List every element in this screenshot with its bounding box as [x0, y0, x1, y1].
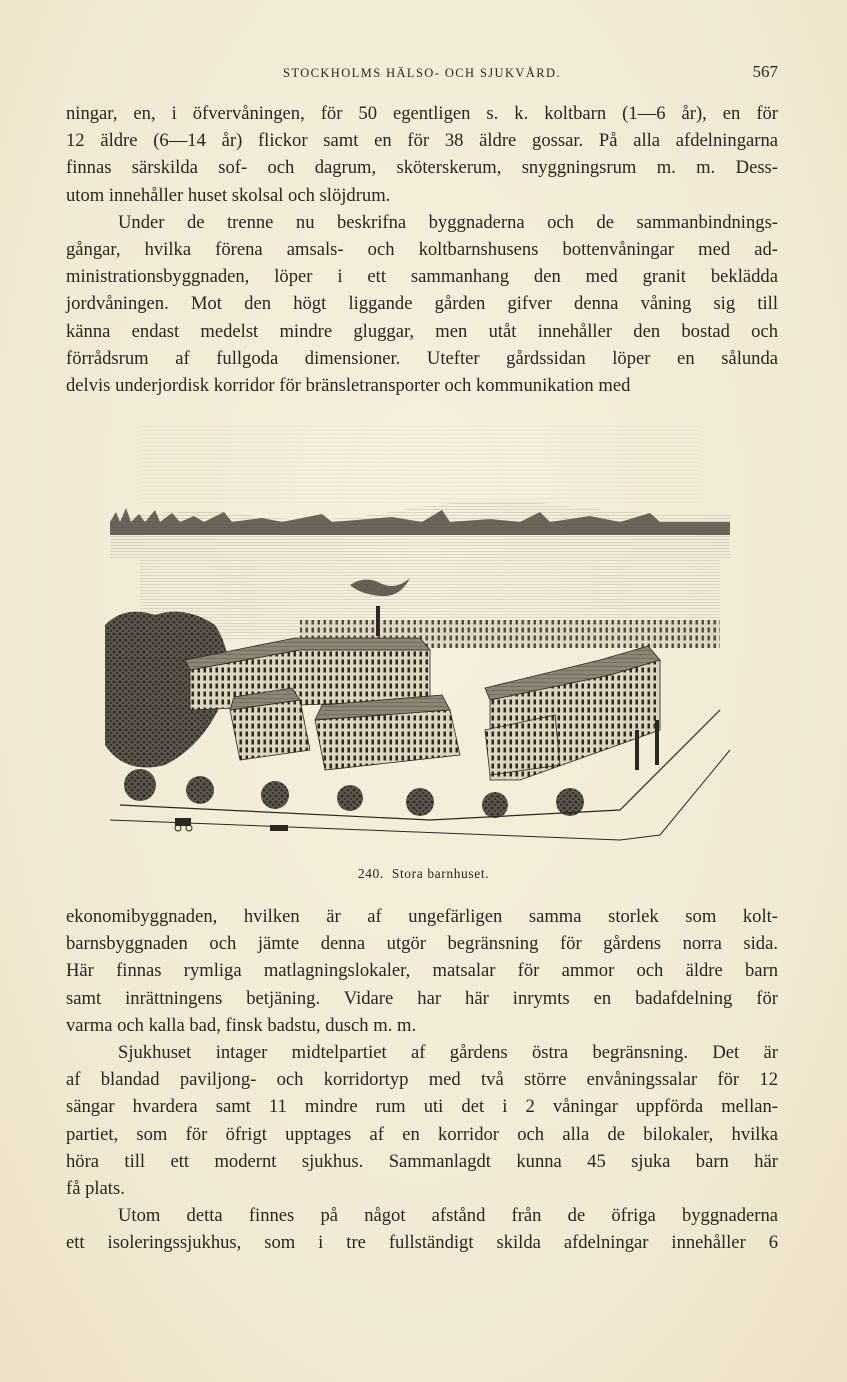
text-line: partiet, som för öfrigt upptages af en korridor och alla de bilokaler, hvilka: [66, 1123, 778, 1145]
text-line: finnas särskilda sof- och dagrum, sköterskerum, snyggningsrum m. m. Dess-: [66, 157, 778, 179]
engraving-figure: [100, 410, 740, 860]
text-line: samt inrättningens betjäning. Vidare har här inrymts en badafdelning för: [66, 987, 778, 1009]
text-line: Under de trenne nu beskrifna byggnaderna och de sammanbindnings-: [118, 211, 778, 233]
text-line: barnsbyggnaden och jämte denna utgör begränsning för gårdens norra sida.: [66, 933, 778, 955]
text-line: ningar, en, i öfvervåningen, för 50 egentligen s. k. koltbarn (1—6 år), en för: [66, 103, 778, 124]
page-number: 567: [752, 62, 778, 81]
paragraph: [66, 1202, 778, 1256]
sky-hatching: [140, 425, 700, 505]
text-line: ministrationsbyggnaden, löper i ett sammanhang den med granit beklädda: [66, 266, 778, 288]
figure-number: 240.: [357, 866, 384, 881]
west-building: [230, 700, 310, 760]
text-line: ekonomibyggnaden, hvilken är af ungefärligen samma storlek som kolt-: [66, 906, 778, 927]
figure-title: Stora barnhuset.: [391, 866, 490, 881]
paragraph: [66, 903, 778, 1039]
text-block-bottom: [66, 903, 778, 1256]
text-line: utom innehåller huset skolsal och slöjdrum.: [66, 184, 391, 206]
text-line: ett isoleringssjukhus, som i tre fullständigt skilda afdelningar innehåller 6: [66, 1232, 778, 1254]
running-head: STOCKHOLMS HÄLSO- OCH SJUKVÅRD.: [283, 66, 561, 80]
chimney: [376, 606, 380, 636]
paragraph: [66, 1039, 778, 1202]
text-line: sängar hvardera samt 11 mindre rum uti det i 2 våningar uppförda mellan-: [66, 1096, 778, 1118]
text-block-top: [66, 100, 778, 399]
text-line: gångar, hvilka förena amsals- och koltbarnshusens bottenvåningar med ad-: [66, 238, 778, 260]
page-header: [66, 62, 778, 86]
central-building: [315, 710, 460, 770]
text-line: förrådsrum af fullgoda dimensioner. Utefter gårdssidan löper en sålunda: [66, 347, 778, 369]
figure-caption: [0, 866, 847, 882]
text-line: Sjukhuset intager midtelpartiet af gårdens östra begränsning. Det är: [118, 1041, 778, 1063]
text-line: höra till ett modernt sjukhus. Sammanlagdt kunna 45 sjuka barn här: [66, 1150, 778, 1172]
text-line: delvis underjordisk korridor för bränsletransporter och kommunikation med: [66, 374, 631, 396]
text-line: af blandad paviljong- och korridortyp med två större envåningssalar för 12: [66, 1069, 778, 1091]
text-line: Utom detta finnes på något afstånd från de öfriga byggnaderna: [118, 1205, 778, 1227]
text-line: jordvåningen. Mot den högt liggande gården gifver denna våning sig till: [66, 293, 778, 315]
text-line: 12 äldre (6—14 år) flickor samt en för 38 äldre gossar. På alla afdelningarna: [66, 130, 778, 152]
paragraph: [66, 209, 778, 399]
engraving-illustration: [100, 410, 740, 860]
text-line: känna endast medelst mindre gluggar, men utåt innehåller den bostad och: [66, 320, 778, 342]
paragraph: [66, 100, 778, 209]
text-line: Här finnas rymliga matlagningslokaler, matsalar för ammor och äldre barn: [66, 960, 778, 982]
text-line: få plats.: [66, 1177, 125, 1199]
text-line: varma och kalla bad, finsk badstu, dusch m. m.: [66, 1014, 417, 1036]
